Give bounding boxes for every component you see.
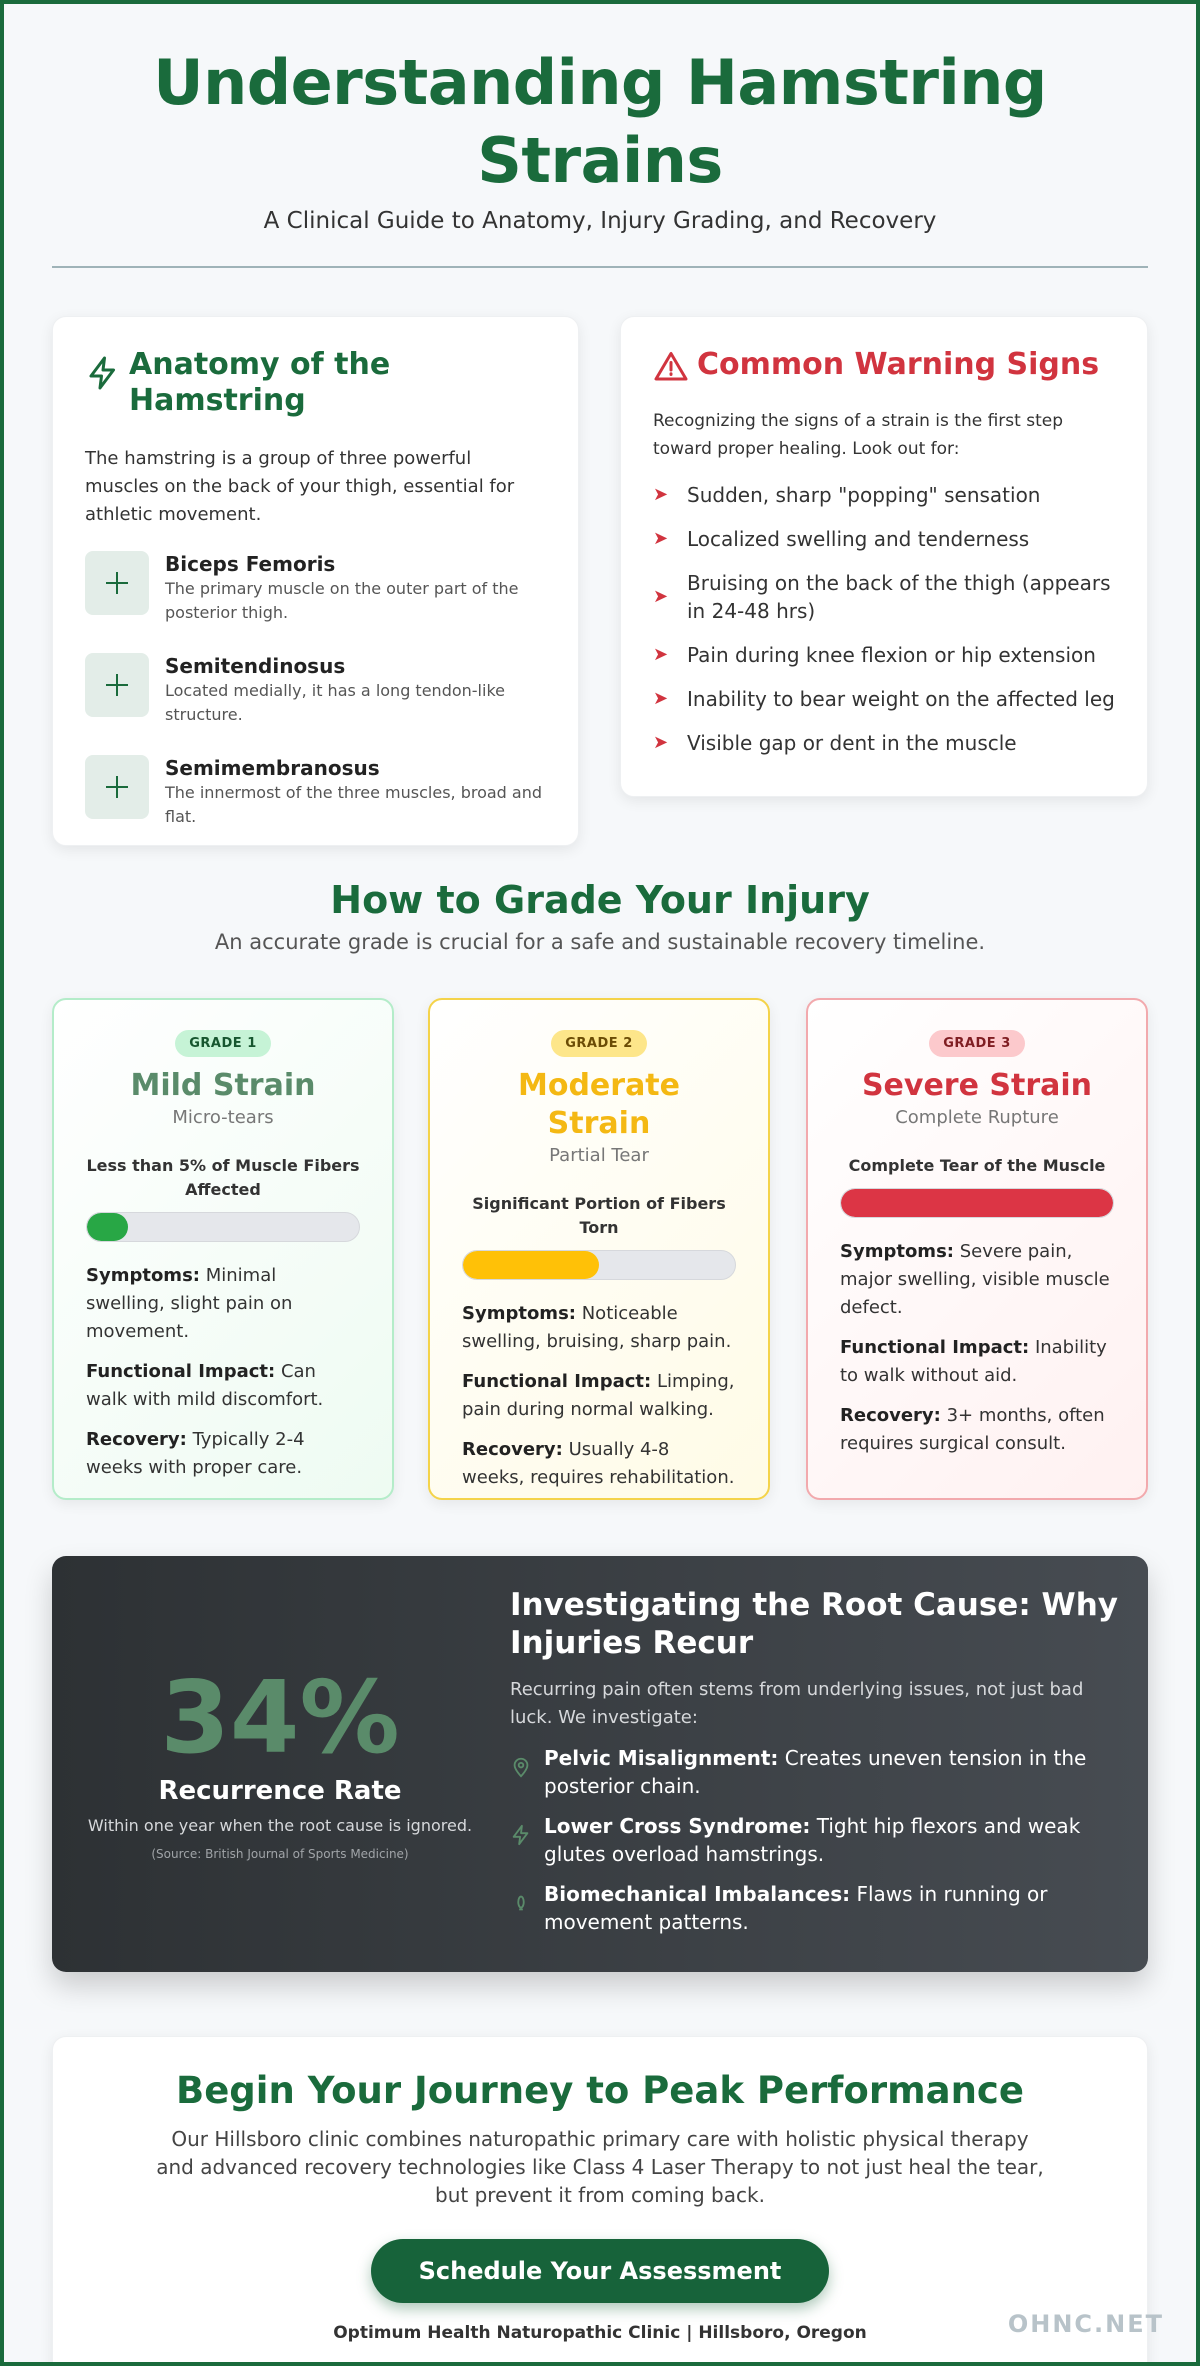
grade-impact: Functional Impact: Inability to walk without aid. — [840, 1337, 1107, 1386]
list-item — [653, 569, 1115, 625]
arrow-icon: ➤ — [653, 732, 669, 753]
root-cause-content — [510, 1586, 1120, 1936]
grading-subtitle: An accurate grade is crucial for a safe and sustainable recovery timeline. — [214, 930, 986, 954]
list-item: Biomechanical Imbalances: Flaws in running or movement patterns. — [510, 1880, 1120, 1936]
page-header — [52, 0, 1148, 268]
grade-card — [806, 998, 1148, 1500]
grading-section — [52, 876, 1148, 1508]
grade-symptoms: Symptoms: Minimal swelling, slight pain on movement. — [86, 1265, 293, 1342]
arrow-icon: ➤ — [653, 688, 669, 709]
root-cause-title: Investigating the Root Cause: Why Injuries Recur — [510, 1587, 1118, 1661]
recurrence-desc: Within one year when the root cause is ignored. — [87, 1816, 473, 1835]
grade-name: Moderate Strain — [517, 1068, 680, 1141]
recurrence-source: (Source: British Journal of Sports Medicine) — [151, 1847, 409, 1861]
anatomy-intro: The hamstring is a group of three powerful muscles on the back of your thigh, essential for athletic movement. — [85, 448, 515, 525]
grade-card — [52, 998, 394, 1500]
grade-impact: Functional Impact: Limping, pain during normal walking. — [462, 1371, 735, 1420]
fibers-affected: Significant Portion of Fibers Torn — [472, 1194, 726, 1237]
schedule-assessment-button[interactable]: Schedule Your Assessment — [371, 2239, 830, 2303]
warning-title: Common Warning Signs — [697, 347, 1100, 382]
sign-text: Localized swelling and tenderness — [687, 527, 1030, 551]
muscle-item — [85, 551, 546, 625]
recurrence-stat — [52, 1556, 508, 1972]
page-title: Understanding Hamstring Strains — [153, 46, 1047, 197]
sign-text: Bruising on the back of the thigh (appears in 24-48 hrs) — [687, 571, 1111, 623]
severity-bar — [840, 1188, 1114, 1218]
overview-section — [52, 316, 1148, 876]
fibers-affected: Complete Tear of the Muscle — [848, 1156, 1106, 1175]
list-item — [653, 525, 1115, 553]
severity-bar — [462, 1250, 736, 1280]
cta-text: Our Hillsboro clinic combines naturopathic primary care with holistic physical therapy and advanced recovery technologies like Class 4 Laser Therapy to not just heal the tear, but prevent it from coming back. — [156, 2127, 1044, 2207]
list-item: Pelvic Misalignment: Creates uneven tension in the posterior chain. — [510, 1744, 1120, 1800]
grade-name: Mild Strain — [130, 1068, 316, 1103]
arrow-icon: ➤ — [653, 644, 669, 665]
warning-card — [620, 316, 1148, 797]
grade-type: Micro-tears — [172, 1107, 274, 1128]
grade-badge: GRADE 1 — [175, 1030, 270, 1057]
fibers-affected: Less than 5% of Muscle Fibers Affected — [86, 1156, 360, 1199]
grade-recovery: Recovery: Usually 4-8 weeks, requires rehabilitation. — [462, 1439, 735, 1488]
muscle-name: Semitendinosus — [165, 654, 346, 678]
muscle-name: Semimembranosus — [165, 756, 380, 780]
severity-bar-fill — [463, 1251, 599, 1279]
grading-title: How to Grade Your Injury — [330, 878, 870, 922]
arrow-icon: ➤ — [653, 528, 669, 549]
muscle-item — [85, 653, 546, 727]
sign-text: Pain during knee flexion or hip extension — [687, 643, 1096, 667]
severity-bar-fill — [87, 1213, 128, 1241]
muscle-list — [85, 551, 546, 829]
grade-name: Severe Strain — [861, 1068, 1093, 1103]
grade-type: Partial Tear — [549, 1145, 649, 1166]
recurrence-label: Recurrence Rate — [158, 1776, 402, 1806]
page — [52, 0, 1148, 2366]
grade-recovery: Recovery: 3+ months, often requires surgical consult. — [840, 1405, 1105, 1454]
grade-badge: GRADE 2 — [551, 1030, 646, 1057]
severity-bar — [86, 1212, 360, 1242]
plus-icon — [85, 551, 149, 615]
lightning-icon — [510, 1824, 532, 1846]
footprint-icon — [510, 1892, 532, 1914]
grade-symptoms: Symptoms: Severe pain, major swelling, visible muscle defect. — [840, 1241, 1110, 1318]
list-item — [653, 685, 1115, 713]
grade-impact: Functional Impact: Can walk with mild discomfort. — [86, 1361, 324, 1410]
root-cause-section — [52, 1556, 1148, 1972]
cta-section — [52, 2036, 1148, 2366]
sign-text: Inability to bear weight on the affected leg — [687, 687, 1115, 711]
muscle-item — [85, 755, 546, 829]
grade-symptoms: Symptoms: Noticeable swelling, bruising, sharp pain. — [462, 1303, 732, 1352]
recurrence-value: 34% — [160, 1659, 400, 1776]
warning-triangle-icon — [653, 349, 689, 385]
grade-type: Complete Rupture — [895, 1107, 1059, 1128]
list-item — [653, 729, 1115, 757]
arrow-icon: ➤ — [653, 484, 669, 505]
header-divider — [52, 266, 1148, 268]
grade-cards — [52, 998, 1148, 1508]
warning-signs-list — [653, 481, 1115, 757]
plus-icon — [85, 755, 149, 819]
plus-icon — [85, 653, 149, 717]
list-item — [653, 481, 1115, 509]
lightning-icon — [85, 355, 121, 391]
grade-badge: GRADE 3 — [929, 1030, 1024, 1057]
anatomy-title: Anatomy of the Hamstring — [129, 347, 391, 418]
muscle-name: Biceps Femoris — [165, 552, 336, 576]
watermark: OHNC.NET — [1007, 2310, 1164, 2338]
muscle-desc: The primary muscle on the outer part of the posterior thigh. — [165, 579, 519, 622]
sign-text: Visible gap or dent in the muscle — [687, 731, 1017, 755]
muscle-desc: Located medially, it has a long tendon-like structure. — [165, 681, 505, 724]
list-item: Lower Cross Syndrome: Tight hip flexors and weak glutes overload hamstrings. — [510, 1812, 1120, 1868]
clinic-info: Optimum Health Naturopathic Clinic | Hillsboro, Oregon — [333, 2323, 867, 2343]
list-item — [653, 641, 1115, 669]
grade-recovery: Recovery: Typically 2-4 weeks with proper care. — [86, 1429, 305, 1478]
root-cause-intro: Recurring pain often stems from underlying issues, not just bad luck. We investigate: — [510, 1679, 1084, 1728]
anatomy-card — [52, 316, 579, 846]
cta-title: Begin Your Journey to Peak Performance — [176, 2069, 1024, 2112]
arrow-icon: ➤ — [653, 586, 669, 607]
grade-card — [428, 998, 770, 1500]
location-pin-icon — [510, 1756, 532, 1778]
warning-intro: Recognizing the signs of a strain is the first step toward proper healing. Look out for: — [653, 411, 1063, 459]
muscle-desc: The innermost of the three muscles, broad and flat. — [165, 783, 543, 826]
sign-text: Sudden, sharp "popping" sensation — [687, 483, 1041, 507]
page-subtitle: A Clinical Guide to Anatomy, Injury Grading, and Recovery — [263, 208, 937, 234]
severity-bar-fill — [841, 1189, 1113, 1217]
